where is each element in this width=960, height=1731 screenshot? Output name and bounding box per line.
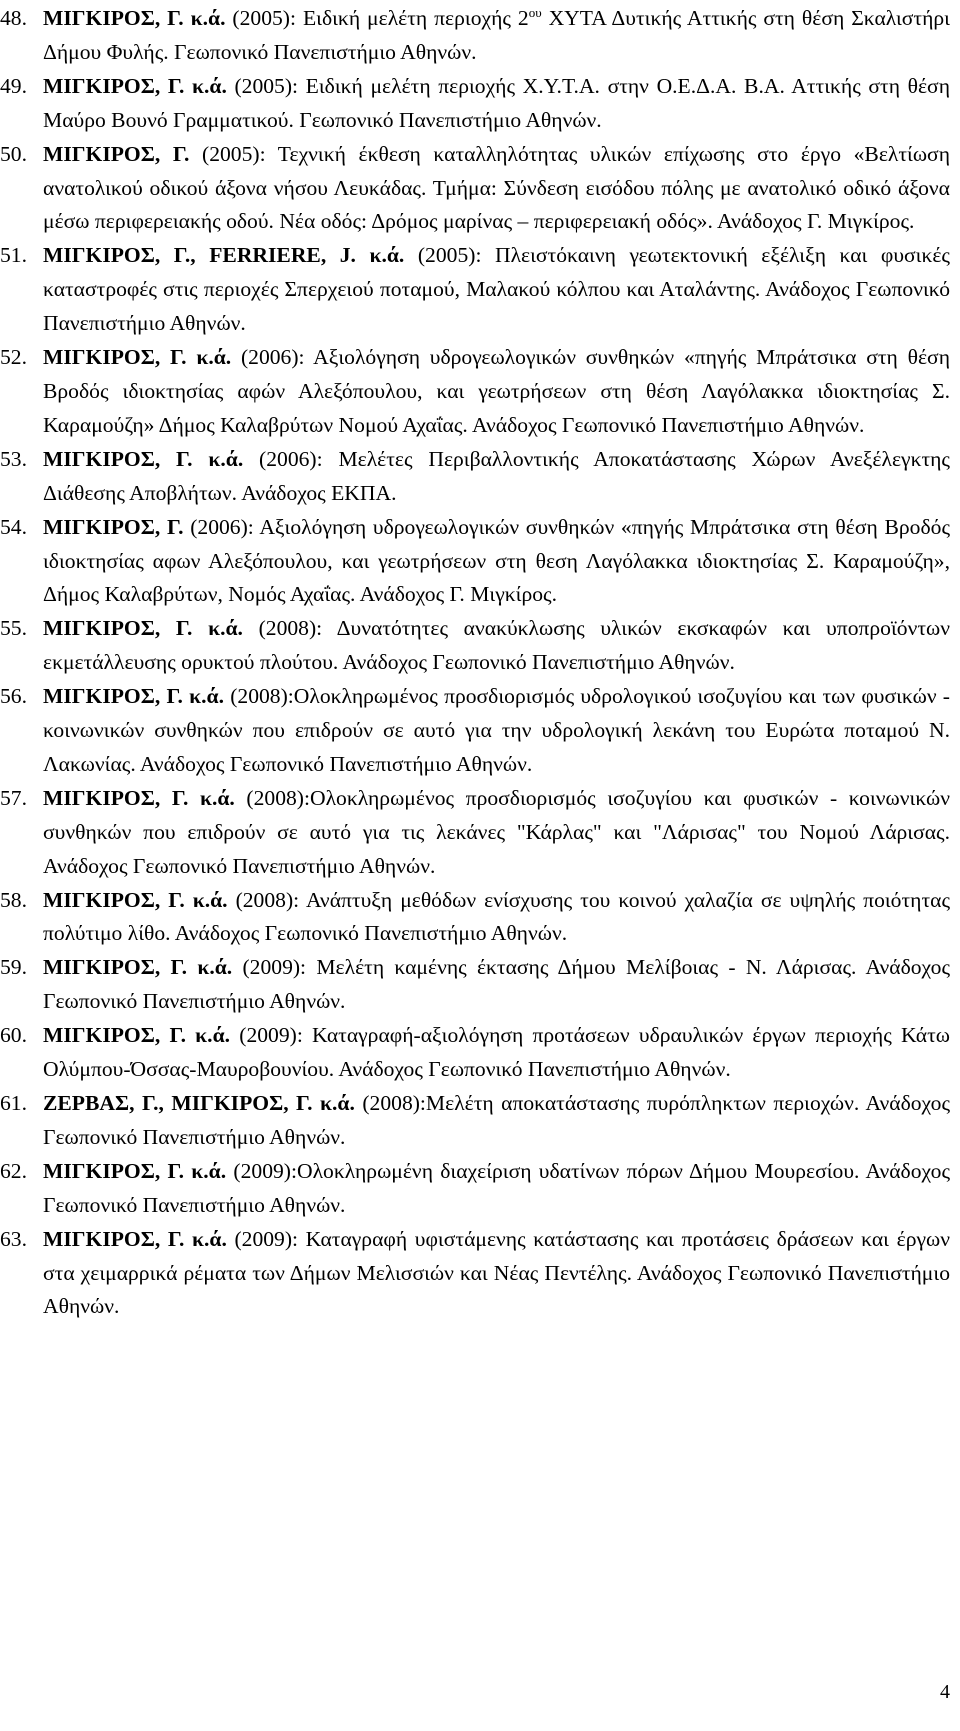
reference-text: (2005): Ειδική μελέτη περιοχής Χ.Υ.Τ.Α. στην Ο.Ε.Δ.Α. Β.Α. Αττικής στη θέση Μαύρο Βουνό Γραμματικού. Γεωπονικό Πανεπιστήμιο Αθηνών. — [43, 73, 950, 132]
reference-item — [0, 1223, 960, 1325]
reference-item — [0, 138, 960, 240]
reference-text: (2009):Ολοκληρωμένη διαχείριση υδατίνων πόρων Δήμου Μουρεσίου. Ανάδοχος Γεωπονικό Πανεπιστήμιο Αθηνών. — [43, 1158, 950, 1217]
reference-authors: ΜΙΓΚΙΡΟΣ, Γ. κ.ά. — [43, 446, 244, 471]
reference-authors: ΜΙΓΚΙΡΟΣ, Γ. κ.ά. — [43, 345, 232, 370]
reference-item — [0, 511, 960, 613]
reference-text: (2008):Ολοκληρωμένος προσδιορισμός υδρολογικού ισοζυγίου και των φυσικών - κοινωνικών συνθηκών που επιδρούν σε αυτό για την υδρολογική λεκάνη του Ευρώτα ποταμού Ν. Λακωνίας. Ανάδοχος Γεωπονικό Πανεπιστήμιο Αθηνών. — [43, 684, 950, 776]
reference-text: (2009): Καταγραφή-αξιολόγηση προτάσεων υδραυλικών έργων περιοχής Κάτω Ολύμπου-Όσσας-Μαυροβουνίου. Ανάδοχος Γεωπονικό Πανεπιστήμιο Αθηνών. — [43, 1023, 950, 1082]
reference-number: 53. — [0, 446, 27, 471]
reference-number: 59. — [0, 955, 27, 980]
reference-number: 52. — [0, 345, 27, 370]
reference-number: 54. — [0, 514, 27, 539]
reference-item — [0, 1019, 960, 1087]
page-number: 4 — [940, 1681, 950, 1703]
reference-item — [0, 1155, 960, 1223]
reference-authors: ΜΙΓΚΙΡΟΣ, Γ. κ.ά. — [43, 1023, 231, 1048]
reference-item — [0, 680, 960, 782]
reference-superscript: ου — [528, 4, 542, 20]
reference-item — [0, 341, 960, 443]
reference-authors: ΜΙΓΚΙΡΟΣ, Γ. κ.ά. — [43, 887, 228, 912]
reference-authors: ΜΙΓΚΙΡΟΣ, Γ. κ.ά. — [43, 785, 235, 810]
reference-text: (2008): Ανάπτυξη μεθόδων ενίσχυσης του κοινού χαλαζία σε υψηλής ποιότητας πολύτιμο λίθο. Ανάδοχος Γεωπονικό Πανεπιστήμιο Αθηνών. — [43, 887, 950, 946]
reference-item — [0, 239, 960, 341]
reference-text: (2009): Μελέτη καμένης έκτασης Δήμου Μελίβοιας - Ν. Λάρισας. Ανάδοχος Γεωπονικό Πανεπιστήμιο Αθηνών. — [43, 955, 950, 1014]
reference-authors: ΜΙΓΚΙΡΟΣ, Γ. κ.ά. — [43, 955, 233, 980]
reference-number: 50. — [0, 141, 27, 166]
reference-authors: ΜΙΓΚΙΡΟΣ, Γ. κ.ά. — [43, 73, 227, 98]
reference-item — [0, 884, 960, 952]
reference-text: (2009): Καταγραφή υφιστάμενης κατάστασης και προτάσεις δράσεων και έργων στα χειμαρρικά ρέματα των Δήμων Μελισσιών και Νέας Πεντέλης. Ανάδοχος Γεωπονικό Πανεπιστήμιο Αθηνών. — [43, 1226, 950, 1319]
reference-number: 60. — [0, 1023, 27, 1048]
reference-list — [0, 2, 960, 1324]
reference-authors: ΜΙΓΚΙΡΟΣ, Γ. κ.ά. — [43, 684, 225, 709]
reference-authors: ΜΙΓΚΙΡΟΣ, Γ. κ.ά. — [43, 1158, 227, 1183]
reference-item — [0, 443, 960, 511]
reference-item — [0, 1087, 960, 1155]
reference-text: (2005): Ειδική μελέτη περιοχής 2 — [225, 6, 529, 30]
reference-authors: ΜΙΓΚΙΡΟΣ, Γ. κ.ά. — [43, 6, 226, 30]
reference-item — [0, 612, 960, 680]
reference-authors: ΜΙΓΚΙΡΟΣ, Γ. κ.ά. — [43, 1226, 227, 1251]
reference-number: 51. — [0, 243, 27, 268]
reference-item — [0, 2, 960, 70]
reference-number: 55. — [0, 616, 27, 641]
reference-authors: ΜΙΓΚΙΡΟΣ, Γ. — [43, 141, 190, 166]
reference-number: 62. — [0, 1158, 27, 1183]
reference-text: (2005): Πλειστόκαινη γεωτεκτονική εξέλιξη και φυσικές καταστροφές στις περιοχές Σπερχειού ποταμού, Μαλακού κόλπου και Αταλάντης. Ανάδοχος Γεωπονικό Πανεπιστήμιο Αθηνών. — [43, 243, 950, 336]
reference-authors: ΜΙΓΚΙΡΟΣ, Γ., FERRIERE, J. κ.ά. — [43, 243, 405, 268]
reference-number: 56. — [0, 684, 27, 709]
reference-text: (2008):Μελέτη αποκατάστασης πυρόπληκτων περιοχών. Ανάδοχος Γεωπονικό Πανεπιστήμιο Αθηνών. — [43, 1091, 951, 1149]
reference-text: (2006): Μελέτες Περιβαλλοντικής Αποκατάστασης Χώρων Ανεξέλεγκτης Διάθεσης Αποβλήτων. Ανάδοχος ΕΚΠΑ. — [43, 446, 950, 505]
reference-text: ΧΥΤΑ Δυτικής Αττικής στη θέση Σκαλιστήρι Δήμου Φυλής. Γεωπονικό Πανεπιστήμιο Αθηνών. — [43, 6, 950, 64]
reference-authors: ΜΙΓΚΙΡΟΣ, Γ. — [43, 514, 184, 539]
reference-number: 58. — [0, 887, 27, 912]
reference-number: 63. — [0, 1226, 27, 1251]
reference-authors: ΜΙΓΚΙΡΟΣ, Γ. κ.ά. — [43, 616, 243, 641]
reference-text: (2006): Αξιολόγηση υδρογεωλογικών συνθηκών «πηγής Μπράτσικα στη θέση Βροδός ιδιοκτησίας αφων Αλεξόπουλου, και γεωτρήσεων στη θεση Λαγόλακκα ιδιοκτησίας Σ. Καραμούζη», Δήμος Καλαβρύτων, Νομός Αχαΐας. Ανάδοχος Γ. Μιγκίρος. — [43, 514, 950, 607]
reference-authors: ΖΕΡΒΑΣ, Γ., ΜΙΓΚΙΡΟΣ, Γ. κ.ά. — [43, 1091, 355, 1115]
reference-number: 57. — [0, 785, 27, 810]
reference-text: (2006): Αξιολόγηση υδρογεωλογικών συνθηκών «πηγής Μπράτσικα στη θέση Βροδός ιδιοκτησίας αφών Αλεξόπουλου, και γεωτρήσεων στη θέση Λαγόλακκα ιδιοκτησίας Σ. Καραμούζη» Δήμος Καλαβρύτων Νομού Αχαΐας. Ανάδοχος Γεωπονικό Πανεπιστήμιο Αθηνών. — [43, 345, 950, 437]
reference-number: 61. — [0, 1091, 27, 1115]
reference-item — [0, 951, 960, 1019]
reference-number: 48. — [0, 6, 27, 30]
reference-item — [0, 70, 960, 138]
reference-text: (2008): Δυνατότητες ανακύκλωσης υλικών εκσκαφών και υποπροϊόντων εκμετάλλευσης ορυκτού πλούτου. Ανάδοχος Γεωπονικό Πανεπιστήμιο Αθηνών. — [43, 616, 950, 675]
reference-text: (2008):Ολοκληρωμένος προσδιορισμός ισοζυγίου και φυσικών - κοινωνικών συνθηκών που επιδρούν σε αυτό για τις λεκάνες "Κάρλας" και "Λάρισας" του Νομού Λάρισας. Ανάδοχος Γεωπονικό Πανεπιστήμιο Αθηνών. — [43, 785, 950, 878]
reference-text: (2005): Τεχνική έκθεση καταλληλότητας υλικών επίχωσης στο έργο «Βελτίωση ανατολικού οδικού άξονα νήσου Λευκάδας. Τμήμα: Σύνδεση εισόδου πόλης με ανατολικό οδικό άξονα μέσω περιφερειακής οδού. Νέα οδός: Δρόμος μαρίνας – περιφερειακή οδός». Ανάδοχος Γ. Μιγκίρος. — [43, 141, 950, 234]
reference-item — [0, 782, 960, 884]
reference-number: 49. — [0, 73, 27, 98]
